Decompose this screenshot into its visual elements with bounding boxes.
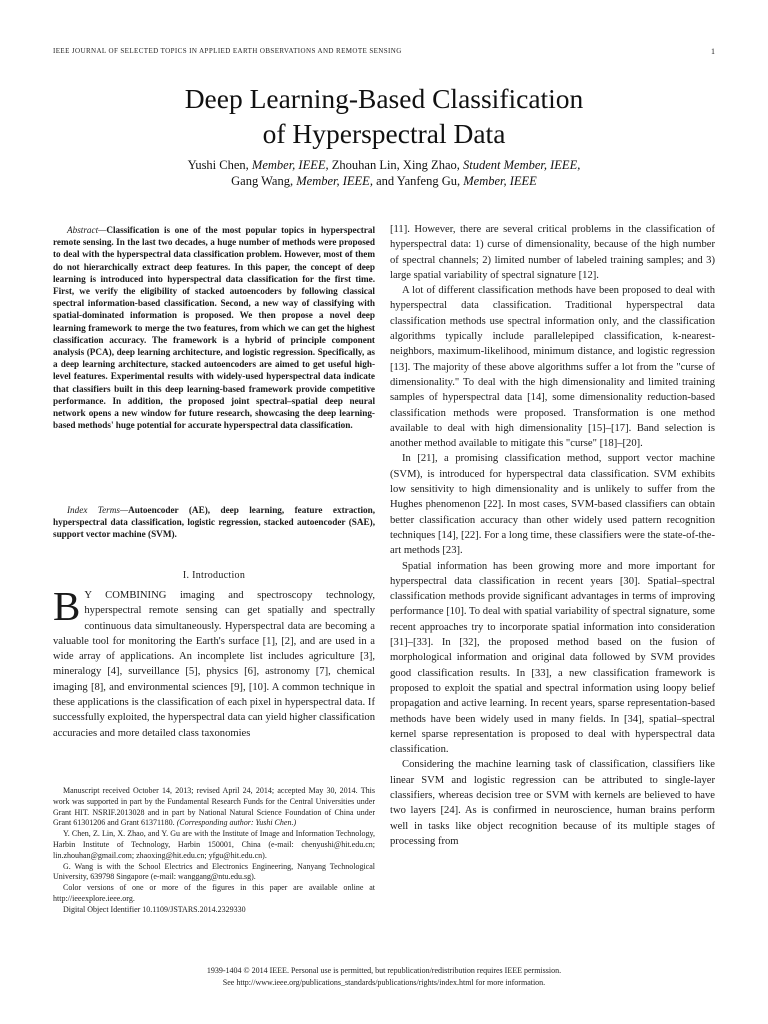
paper-title-line-2: of Hyperspectral Data	[262, 118, 506, 149]
drop-cap: B	[53, 583, 81, 629]
footnotes	[53, 786, 375, 916]
copyright-footer: 1939-1404 © 2014 IEEE. Personal use is permitted, but republication/redistribution requires IEEE permission.	[206, 966, 562, 975]
page-number: 1	[711, 47, 715, 56]
section-heading: I. Introduction	[182, 570, 246, 581]
right-column	[390, 222, 715, 849]
paper-title-line-1: Deep Learning-Based Classification	[184, 83, 584, 114]
author-membership: Member, IEEE,	[251, 158, 329, 172]
index-terms-label: Index Terms—	[67, 505, 129, 515]
abstract	[53, 224, 375, 431]
author-membership: Member, IEEE,	[296, 174, 373, 188]
body-paragraph: A lot of different classification methods have been proposed to deal with hyperspectral data classification. Traditional hyperspectral data classification methods use spectral information only, and the classification algorithms typically include parallelepiped classification, k-nearest-neighbors, maximum-likelihood, minimum distance, and logistic regression [13]. The majority of these above algorithms suffer a lot from the "curse of dimensionality." To deal with the high dimensionality and limited training samples of hyperspectral data [14], some dimensionality reduction-based classification methods were proposed. Transformation is one method available to deal with high dimensionality [15]–[17]. Band selection is another method available to mitigate this "curse" [18]–[20].	[390, 285, 715, 450]
running-head: IEEE JOURNAL OF SELECTED TOPICS IN APPLIED EARTH OBSERVATIONS AND REMOTE SENSING	[53, 47, 402, 55]
abstract-text: Classification is one of the most popular topics in hyperspectral remote sensing. In the last two decades, a huge number of methods were proposed to deal with the hyperspectral data classification problem. However, most of them do not hierarchically extract deep features. In this paper, the concept of deep learning is introduced into hyperspectral data classification for the first time. First, we verify the eligibility of stacked autoencoders by following classical spectral information-based classification. Second, a new way of classifying with spatial-dominated information is proposed. We then propose a novel deep learning framework to merge the two features, from which we can get the highest classification accuracy. The framework is a hybrid of principle component analysis (PCA), deep learning architecture, and logistic regression. Specifically, as a deep learning architecture, stacked autoencoders are aimed to get useful high-level features. Experimental results with widely-used hyperspectral data indicate that classifiers built in this deep learning-based framework provide competitive performance. In addition, the proposed joint spectral–spatial deep neural network opens a new window for future research, showcasing the deep learning-based methods' huge potential for accurate hyperspectral data classification.	[53, 225, 375, 431]
footnote-doi: Digital Object Identifier 10.1109/JSTARS.2014.2329330	[63, 904, 246, 914]
body-paragraph: Spatial information has been growing more and more important for hyperspectral data classification in recent years [30]. Spatial–spectral classification methods provide significant advantages in terms of improving performance [10]. To deal with spatial variability of spectral signature, some recent approaches try to incorporate spatial information into consideration [31]–[33]. In [32], the proposed method based on the fusion of morphological information and original data followed by SVM provides good classification results. In [33], a new classification framework is proposed to exploit the spatial and spectral information using loopy belief propagation and active learning. In recent years, sparse representation-based methods have been widely used in many fields. In [34], spatial–spectral kernel sparse representation is proposed to deal with hyperspectral data classification.	[390, 560, 715, 756]
author-text: Gang Wang,	[231, 174, 297, 188]
body-paragraph: Considering the machine learning task of classification, classifiers like linear SVM and logistic regression can be attributed to single-layer classifiers, whereas decision tree or SVM with kernels are believed to have two layers [24]. As is confirmed in neuroscience, human brains perform well in tasks like object recognition because of its multiple stages of processing from	[390, 759, 715, 847]
author-text: Yushi Chen,	[187, 158, 252, 172]
author-text: Zhouhan Lin, Xing Zhao,	[328, 158, 463, 172]
index-terms-text: Autoencoder (AE), deep learning, feature extraction, hyperspectral data classification, logistic regression, stacked autoencoder (SAE), support vector machine (SVM).	[53, 505, 375, 540]
footnote-color-versions: Color versions of one or more of the figures in this paper are available online at http://ieeexplore.ieee.org.	[53, 883, 375, 903]
corresponding-author: (Corresponding author: Yushi Chen.)	[176, 818, 297, 828]
footnote-text: Manuscript received October 14, 2013; revised April 24, 2014; accepted May 30, 2014. This work was supported in part by the Fundamental Research Funds for the Central Universities under Grant HIT. NSRIF.2013028 and in part by National Natural Science Foundation of China under Grant 61301206 and Grant 61371180.	[53, 786, 375, 828]
author-membership: Student Member, IEEE,	[463, 158, 581, 172]
introduction-paragraph	[53, 583, 375, 741]
author-line-1	[0, 157, 768, 173]
footnote-affiliation-2: G. Wang is with the School Electrics and Electronics Engineering, Nanyang Technological University, 639798 Singapore (e-mail: wanggang@ntu.edu.sg).	[53, 861, 375, 882]
author-text: and Yanfeng Gu,	[372, 174, 464, 188]
abstract-label: Abstract—	[67, 225, 107, 235]
body-paragraph: In [21], a promising classification method, support vector machine (SVM), is introduced for hyperspectral data classification. SVM exhibits low sensitivity to high dimensionality and is unlikely to suffer from the Hughes phenomenon [22]. In most cases, SVM-based classifiers can obtain better classification accuracy than other widely used pattern recognition techniques [14], [22]. For a long time, these classifiers were the state-of-the-art methods [23].	[390, 453, 715, 557]
author-membership: Member, IEEE	[463, 174, 537, 188]
body-paragraph: [11]. However, there are several critical problems in the classification of hyperspectral data: 1) curse of dimensionality, because of the high number of spectral channels; 2) limited number of labeled training samples; and 3) large spatial variability of spectral signature [12].	[390, 224, 715, 281]
footnote-manuscript	[53, 786, 375, 829]
author-line-2	[0, 173, 768, 189]
introduction-text: Y COMBINING imaging and spectroscopy technology, hyperspectral remote sensing can get spatially and spectrally continuous data simultaneously. Hyperspectral data are becoming a valuable tool for monitoring the Earth's surface [1], [2], and are used in a wide array of applications. An incomplete list includes agriculture [3], mineralogy [4], surveillance [5], physics [6], astronomy [7], chemical imaging [8], and environmental sciences [9], [10]. A common technique in these applications is the classification of each pixel in hyperspectral data. If successfully exploited, the hyperspectral data can yield higher classification accuracies and more detailed class taxonomies	[53, 590, 375, 739]
index-terms	[53, 504, 375, 541]
footnote-affiliation-1: Y. Chen, Z. Lin, X. Zhao, and Y. Gu are with the Institute of Image and Information Technology, Harbin Institute of Technology, Harbin 150001, China (e-mail: chenyushi@hit.edu.cn; lin.zhouhan@gmail.com; zhaoxing@hit.edu.cn; yfgu@hit.edu.cn).	[53, 829, 375, 860]
rights-footer: See http://www.ieee.org/publications_standards/publications/rights/index.html for more information.	[222, 978, 546, 987]
